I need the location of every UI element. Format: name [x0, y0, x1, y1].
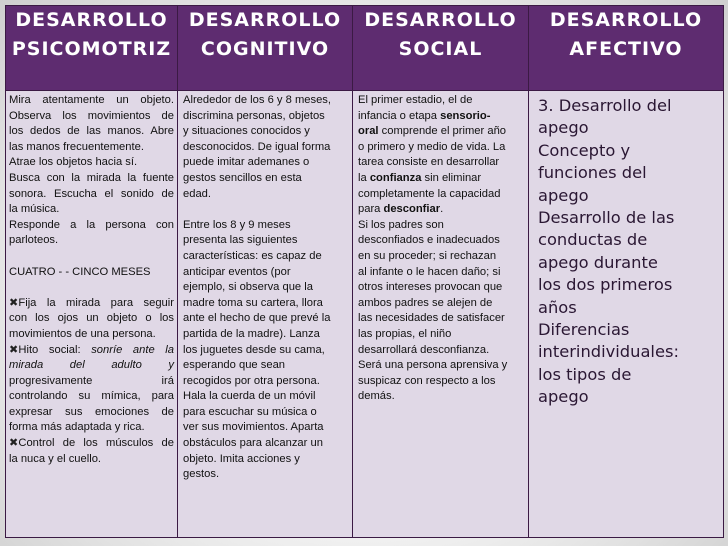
text-line: apego — [538, 387, 589, 407]
text-line: 3. Desarrollo del — [538, 96, 672, 115]
text-line: puede imitar ademanes o — [183, 156, 310, 169]
spacer — [9, 280, 174, 296]
text-line: al infante o le hacen daño; si — [358, 265, 501, 278]
cell-afectivo — [529, 91, 724, 538]
text-line: discrimina personas, objetos — [183, 109, 325, 122]
text-line: demás. — [358, 390, 395, 403]
header-line: DESARROLLO — [188, 9, 342, 31]
text-line: madre toma su cartera, llora — [183, 296, 323, 309]
text-line: movimientos de una persona. — [9, 327, 156, 340]
cell-psicomotriz — [6, 91, 178, 538]
cross-bullet-icon: ✖ — [9, 296, 19, 309]
text-line: las necesidades de satisfacer — [358, 312, 505, 325]
emphasis-text: sensorio- — [440, 109, 491, 122]
quote-text: sonríe ante la — [91, 343, 174, 356]
text-line: gestos sencillos en esta — [183, 171, 302, 184]
text-line: esperando que sean — [183, 359, 286, 372]
text-line: presenta las siguientes — [183, 234, 298, 247]
text-line: desarrollará desconfianza. — [358, 343, 490, 356]
text-line: características: es capaz de — [183, 249, 322, 262]
text-line — [358, 109, 524, 125]
text-line: los dedos de las manos. Abre — [9, 125, 174, 138]
text-line: Mira atentamente un objeto. — [9, 94, 174, 106]
text-line: Desarrollo de las — [538, 208, 675, 228]
text-run: infancia o etapa — [358, 109, 441, 122]
text-line: Busca con la mirada la fuente — [9, 171, 174, 184]
text-run: . — [440, 203, 444, 216]
text-line: la música. — [9, 203, 60, 216]
text-line: objeto. Imita acciones y — [183, 452, 300, 465]
text-line: los dos primeros — [538, 275, 673, 295]
text-line: años — [538, 297, 577, 317]
header-social — [353, 6, 529, 91]
header-cognitivo — [178, 6, 353, 91]
bullet-item — [9, 436, 174, 452]
header-line: PSICOMOTRIZ — [11, 38, 172, 60]
text-line: Alrededor de los 6 y 8 meses, — [183, 94, 331, 106]
header-psicomotriz — [6, 6, 178, 91]
text-line: con los ojos un objeto o los — [9, 312, 174, 325]
text-line: recogidos por otra persona. — [183, 374, 320, 387]
cross-bullet-icon: ✖ — [9, 437, 19, 450]
bullet-item — [9, 343, 174, 359]
text-line: Observa los movimientos de — [9, 109, 174, 122]
text-line: Concepto y — [538, 140, 631, 160]
text-line: Será una persona aprensiva y — [358, 359, 508, 372]
text-line: Responde a la persona con — [9, 218, 174, 231]
text-line: ver sus movimientos. Aparta — [183, 421, 324, 434]
text-line: desconfiados e inadecuados — [358, 234, 500, 247]
text-line: partida de la madre). Lanza — [183, 327, 320, 340]
text-line: apego — [538, 118, 589, 138]
quote-text: mirada del adulto y — [9, 359, 174, 372]
text-line: y situaciones conocidos y — [183, 125, 310, 138]
text-line: conductas de — [538, 230, 648, 250]
spacer — [183, 202, 348, 218]
text-run: para — [358, 203, 384, 216]
section-label: CUATRO - - CINCO MESES — [9, 265, 151, 278]
emphasis-text: confianza — [369, 171, 422, 184]
text-line: anticipar eventos (por — [183, 265, 291, 278]
text-line: parloteos. — [9, 234, 59, 247]
text-line: para escuchar su música o — [183, 405, 317, 418]
header-afectivo — [529, 6, 724, 91]
text-line: Si los padres son — [358, 218, 444, 231]
text-line: ante el hecho de que prevé la — [183, 312, 331, 325]
text-line: sonora. Escucha el sonido de — [9, 187, 174, 200]
text-line: funciones del — [538, 163, 647, 183]
text-line — [9, 358, 174, 374]
text-run: comprende el primer año — [378, 125, 507, 138]
header-row — [6, 6, 724, 91]
text-line: gestos. — [183, 468, 220, 481]
text-line: las propias, el niño — [358, 327, 452, 340]
text-line: Fija la mirada para seguir — [18, 296, 174, 309]
header-line: DESARROLLO — [15, 9, 168, 31]
emphasis-text: desconfiar — [383, 203, 441, 216]
text-line: los tipos de — [538, 364, 632, 384]
text-line: forma más adaptada y rica. — [9, 421, 145, 434]
text-line: edad. — [183, 187, 211, 200]
text-line: controlando su mímica, para — [9, 390, 174, 403]
text-line: suspicaz con respecto a los — [358, 374, 496, 387]
cell-cognitivo — [178, 91, 353, 538]
text-line: desconocidos. De igual forma — [183, 140, 331, 153]
text-line: progresivamente irá — [9, 374, 174, 387]
text-run: sin eliminar — [421, 171, 482, 184]
text-line: los juguetes desde su cama, — [183, 343, 325, 356]
emphasis-text: oral — [358, 125, 379, 138]
cross-bullet-icon: ✖ — [9, 343, 19, 356]
text-line — [358, 171, 524, 187]
text-line: en su proceder; si rechazan — [358, 249, 497, 262]
text-line: Hala la cuerda de un móvil — [183, 390, 316, 403]
header-line: DESARROLLO — [549, 9, 703, 31]
text-line: ejemplo, si observa que la — [183, 281, 313, 294]
text-line: la nuca y el cuello. — [9, 452, 102, 465]
text-line: otros intereses provocan que — [358, 281, 503, 294]
text-line: interindividuales: — [538, 342, 679, 362]
text-line: obstáculos para alcanzar un — [183, 437, 323, 450]
header-line: AFECTIVO — [569, 38, 683, 60]
text-run: la — [358, 171, 370, 184]
text-line — [358, 202, 524, 218]
header-line: COGNITIVO — [200, 38, 330, 60]
text-line: apego — [538, 185, 589, 205]
bullet-item — [9, 296, 174, 312]
text-line: tarea consiste en desarrollar — [358, 156, 500, 169]
development-table — [5, 5, 724, 538]
header-line: DESARROLLO — [364, 9, 517, 31]
text-line: completamente la capacidad — [358, 187, 501, 200]
text-line: Control de los músculos de — [18, 437, 174, 450]
content-row — [6, 91, 724, 538]
text-line — [358, 124, 524, 140]
text-line: Hito social: — [18, 343, 81, 356]
text-line: El primer estadio, el de — [358, 94, 473, 106]
text-line: apego durante — [538, 252, 658, 272]
text-line: Entre los 8 y 9 meses — [183, 218, 291, 231]
text-line: o primero y medio de vida. La — [358, 140, 506, 153]
text-line: las manos frecuentemente. — [9, 140, 144, 153]
header-line: SOCIAL — [398, 38, 483, 60]
text-line: expresar sus emociones de — [9, 405, 174, 418]
text-line: Diferencias — [538, 320, 630, 340]
cell-social — [353, 91, 529, 538]
text-line: Atrae los objetos hacia sí. — [9, 156, 138, 169]
text-line: ambos padres se alejen de — [358, 296, 493, 309]
spacer — [9, 249, 174, 265]
